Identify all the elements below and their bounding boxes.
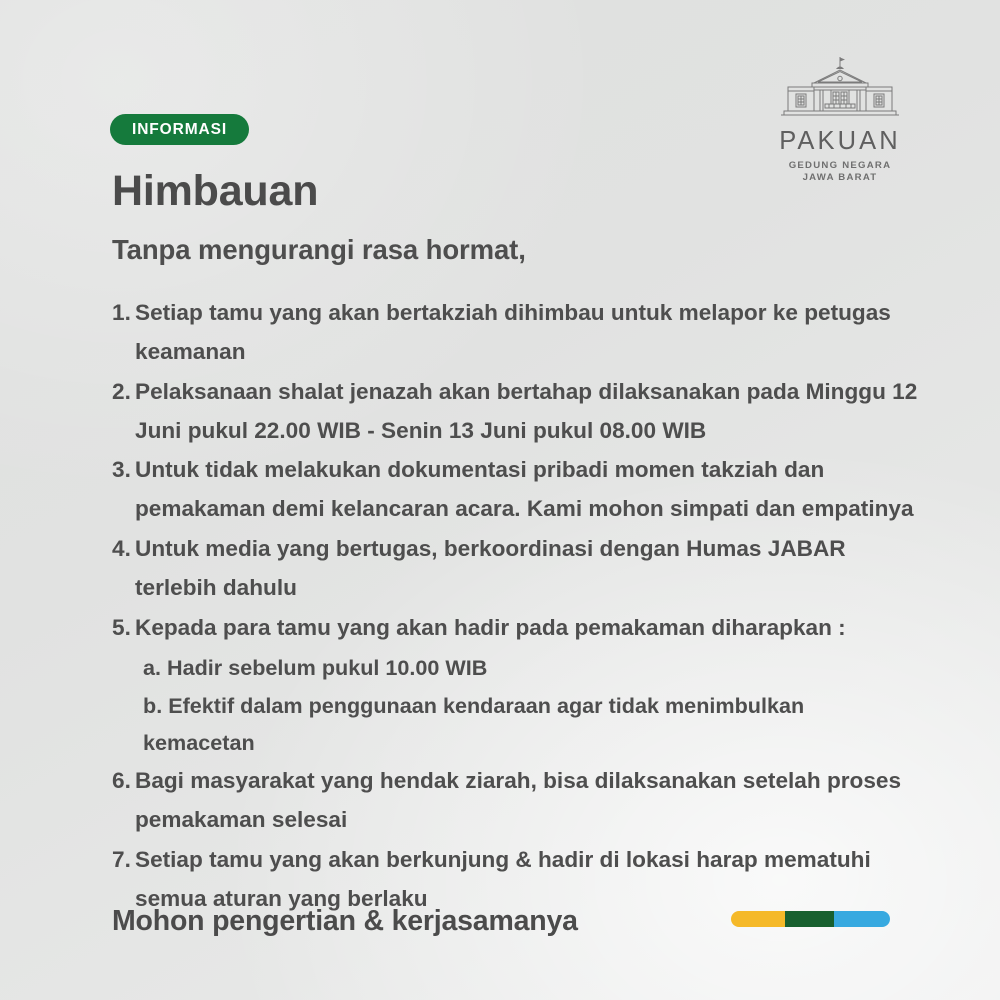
classical-government-building-icon (779, 56, 901, 122)
list-item-text: Setiap tamu yang akan berkunjung & hadir di lokasi harap mematuhi semua aturan yang berlaku (135, 846, 871, 911)
page-title: Himbauan (112, 167, 319, 215)
list-item (112, 294, 918, 372)
announcement-list (112, 294, 918, 920)
accent-bar-segment-amber (731, 911, 785, 927)
list-item-number: 7. (112, 846, 131, 872)
list-item-text: Bagi masyarakat yang hendak ziarah, bisa dilaksanakan setelah proses pemakaman selesai (135, 768, 902, 833)
list-item-number: 6. (112, 768, 131, 794)
footer-message: Mohon pengertian & kerjasamanya (112, 905, 578, 937)
pakuan-logo (752, 56, 928, 185)
list-item-text: Untuk media yang bertugas, berkoordinasi dengan Humas JABAR terlebih dahulu (135, 536, 846, 601)
list-item-number: 4. (112, 536, 131, 562)
informasi-badge: INFORMASI (110, 114, 249, 145)
logo-subtitle-line1: GEDUNG NEGARA (788, 159, 892, 171)
list-item-text: Setiap tamu yang akan bertakziah dihimbau untuk melapor ke petugas keamanan (135, 300, 891, 364)
list-item-text: Untuk tidak melakukan dokumentasi pribadi momen takziah dan pemakaman demi kelancaran acara. Kami mohon simpati dan empatinya (135, 457, 914, 522)
list-subitem: a. Hadir sebelum pukul 10.00 WIB (143, 654, 488, 680)
accent-bar-segment-light-blue (834, 911, 890, 927)
list-item (112, 609, 918, 648)
list-item (112, 451, 918, 529)
accent-bar (731, 911, 890, 927)
list-item-number: 3. (112, 457, 131, 483)
logo-title: PAKUAN (779, 127, 901, 155)
list-item-number: 5. (112, 614, 131, 640)
list-item (112, 762, 918, 840)
logo-subtitle-line2: JAWA BARAT (802, 172, 878, 184)
page-subtitle: Tanpa mengurangi rasa hormat, (112, 234, 526, 265)
list-item-text: Kepada para tamu yang akan hadir pada pemakaman diharapkan : (135, 614, 846, 640)
list-subitem: b. Efektif dalam penggunaan kendaraan agar tidak menimbulkan kemacetan (143, 692, 805, 756)
list-item (112, 530, 918, 608)
list-item-number: 1. (112, 300, 131, 325)
accent-bar-segment-dark-green (785, 911, 834, 927)
list-item-number: 2. (112, 378, 131, 404)
list-item (112, 373, 918, 451)
list-item-text: Pelaksanaan shalat jenazah akan bertahap dilaksanakan pada Minggu 12 Juni pukul 22.00 WIB - Senin 13 Juni pukul 08.00 WIB (135, 378, 918, 443)
